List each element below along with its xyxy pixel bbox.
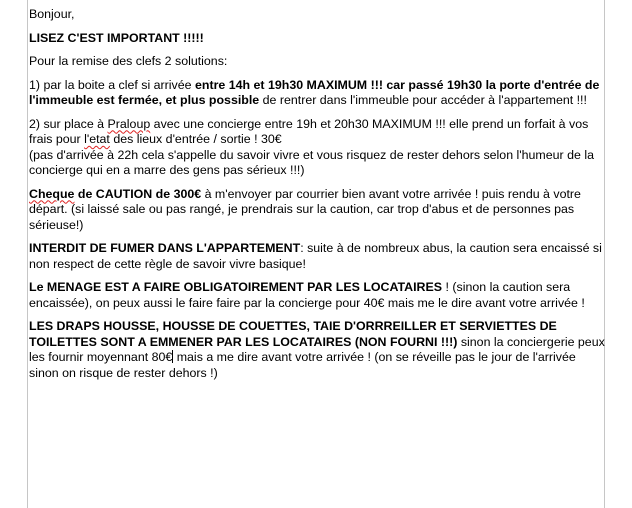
option-2-paragraph xyxy=(29,117,607,179)
smoking-paragraph xyxy=(29,241,607,272)
caution-text: à m'envoyer par courrier bien avant votre arrivée ! puis rendu à votre départ. (si laissé sale ou pas rangé, je prendrais sur la caution, car trop d'abus et de personnes pas sérieuse!) xyxy=(29,186,581,232)
intro-paragraph xyxy=(29,54,607,70)
cleaning-text: ! (sinon la caution sera encaissée), on peux aussi le faire faire par la concierge pour 40€ mais me le dire avant votre arrivée ! xyxy=(29,280,585,310)
linens-text: sinon la conciergerie peux les fournir moyennant 80€ xyxy=(29,334,605,364)
option-1-paragraph xyxy=(29,78,607,109)
cleaning-bold: Le MENAGE EST A FAIRE OBLIGATOIREMENT PAR LES LOCATAIRES xyxy=(29,280,443,294)
letat-word: l'etat xyxy=(84,132,110,146)
option-2-lead: 2) sur place à xyxy=(29,116,108,131)
option-2-middle: avec une concierge entre 19h et 20h30 MAXIMUM !!! elle prend un forfait à vos frais pour xyxy=(29,116,589,146)
smoking-text: : suite à de nombreux abus, la caution sera encaissé si non respect de cette règle de savoir vivre basique! xyxy=(29,241,602,271)
linens-paragraph xyxy=(29,319,607,381)
left-margin-guide xyxy=(27,0,28,508)
caution-paragraph xyxy=(29,187,607,234)
document-body[interactable] xyxy=(29,7,607,389)
cheque-word: Cheque xyxy=(29,186,75,201)
important-text: LISEZ C'EST IMPORTANT !!!!! xyxy=(29,30,204,45)
option-1-tail: de rentrer dans l'immeuble pour accéder à l'appartement !!! xyxy=(259,93,587,107)
option-1-lead: 1) par la boite a clef si arrivée xyxy=(29,77,195,92)
linens-tail: mais a me dire avant votre arrivée ! (on se réveille pas le jour de l'arrivée sinon on risque de rester dehors !) xyxy=(29,350,576,380)
important-heading xyxy=(29,31,607,47)
smoking-bold: INTERDIT DE FUMER DANS L'APPARTEMENT xyxy=(29,241,301,255)
linens-bold: LES DRAPS HOUSSE, HOUSSE DE COUETTES, TAIE D'ORRREILLER ET SERVIETTES DE TOILETTES SONT A EMMENER PAR LES LOCATAIRES (NON FOURNI !!!) xyxy=(29,319,557,349)
greeting-text: Bonjour, xyxy=(29,7,75,21)
praloup-word: Praloup xyxy=(107,116,151,131)
caution-bold: de CAUTION de 300€ xyxy=(74,186,202,201)
greeting-paragraph xyxy=(29,7,607,23)
option-2-price: des lieux d'entrée / sortie ! 30€ xyxy=(109,132,282,146)
option-2-note: (pas d'arrivée à 22h cela s'appelle du savoir vivre et vous risquez de rester dehors selon l'humeur de la concierge qui en a marre des gens pas sérieux !!!) xyxy=(29,147,594,177)
cleaning-paragraph xyxy=(29,280,607,311)
option-1-bold: entre 14h et 19h30 MAXIMUM !!! car passé 19h30 la porte d'entrée de l'immeuble est fermée, et plus possible xyxy=(29,77,600,107)
intro-text: Pour la remise des clefs 2 solutions: xyxy=(29,54,228,68)
